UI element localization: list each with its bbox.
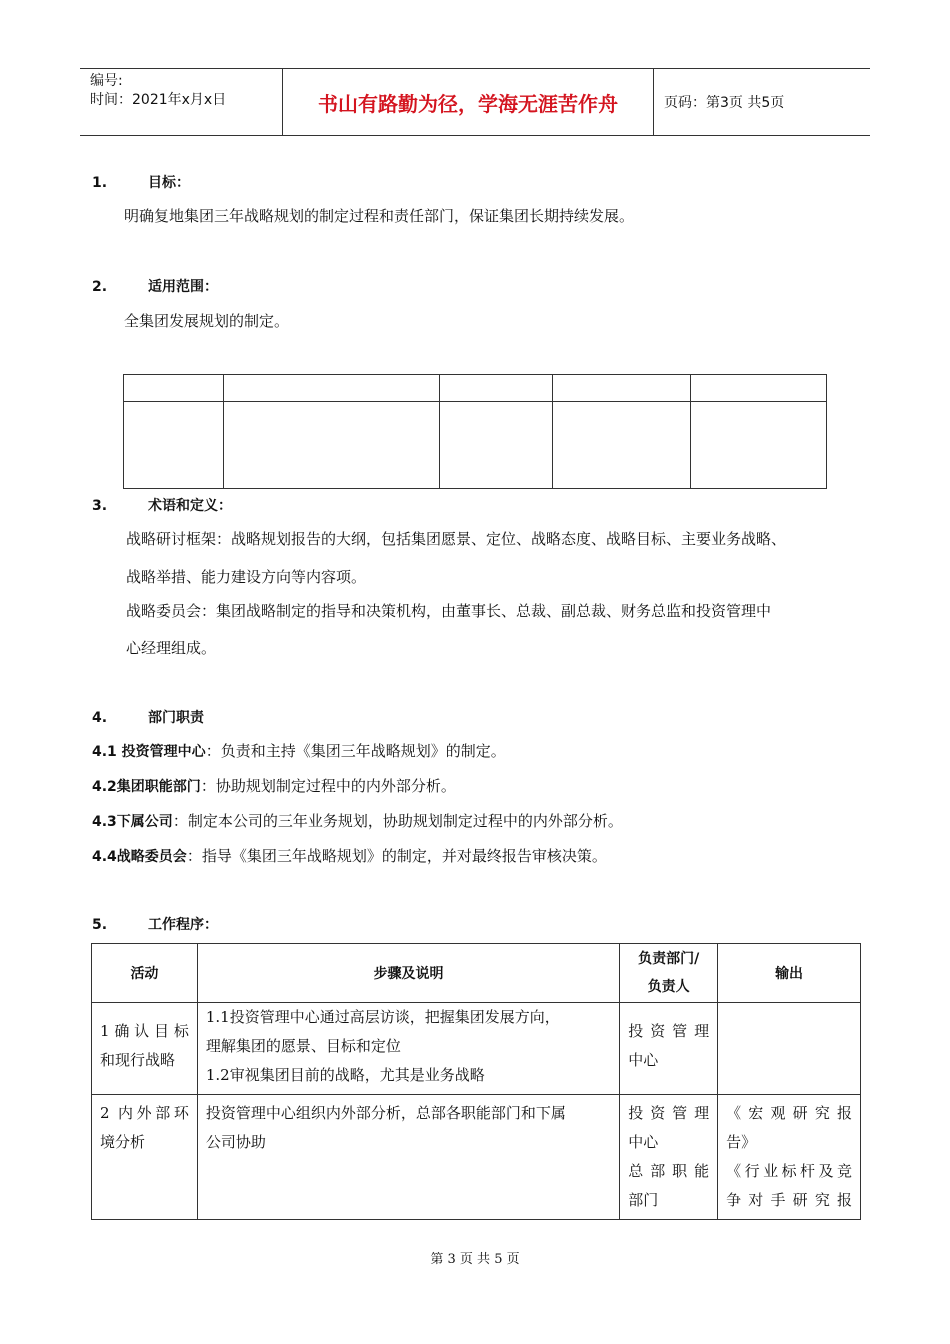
page-footer: 第 3 页 共 5 页 [430,1252,520,1267]
term-definition-line: 战略举措、能力建设方向等内容项。 [126,568,367,586]
section-1-heading [92,172,190,192]
activity-cell [92,1003,198,1095]
responsibility-text: ：制定本公司的三年业务规划，协助规划制定过程中的内外部分析。 [172,812,623,830]
table-cell [439,375,553,402]
section-2-text: 全集团发展规划的制定。 [124,312,290,330]
responsibility-label: 4.3下属公司 [92,814,173,830]
serial-label: 编号: [90,73,123,89]
header-page-label: 页码：第3页 共5页 [664,95,785,111]
table-row [92,1095,861,1220]
responsibility-item [92,775,456,796]
table-cell [691,375,827,402]
table-cell [553,402,691,489]
section-title: 目标： [148,175,190,191]
header-meta [80,69,282,135]
cell-line: 1 确 认 目 标 [100,1022,189,1040]
cell-line: 争 对 手 研 究 报 [726,1191,852,1209]
cell-line: 2 内外部环 [100,1104,189,1122]
table-cell [223,375,439,402]
cell-line: 《行业标杆及竞 [726,1162,852,1180]
cell-line: 和现行战略 [100,1051,176,1069]
table-cell [553,375,691,402]
col-header-dept-line: 负责部门/ [638,951,700,967]
term-definition-line: 战略委员会：集团战略制定的指导和决策机构，由董事长、总裁、副总裁、财务总监和投资管理中 [126,602,772,620]
section-4-heading [92,707,204,727]
table-cell [124,375,224,402]
table-cell [439,402,553,489]
cell-line: 投 资 管 理 [628,1022,710,1040]
empty-table [123,374,827,489]
section-1-text: 明确复地集团三年战略规划的制定过程和责任部门，保证集团长期持续发展。 [124,207,635,225]
cell-line: 总 部 职 能 [628,1162,710,1180]
responsibility-item [92,810,623,831]
table-cell [691,402,827,489]
col-header-dept-line: 负责人 [647,979,690,995]
col-header-steps: 步骤及说明 [197,944,619,1003]
output-cell [718,1003,861,1095]
cell-line: 告》 [726,1133,757,1151]
section-number: 3. [92,498,108,514]
responsibility-text: ：指导《集团三年战略规划》的制定，并对最终报告审核决策。 [186,847,607,865]
activity-cell [92,1095,198,1220]
responsibility-item [92,845,607,866]
dept-cell [620,1095,718,1220]
dept-cell [620,1003,718,1095]
section-title: 部门职责 [148,710,204,726]
section-2-heading [92,276,218,296]
section-5-heading [92,914,218,934]
responsibility-label: 4.1 投资管理中心 [92,744,206,760]
section-number: 1. [92,175,108,191]
cell-line: 部门 [628,1191,659,1209]
table-cell [223,402,439,489]
cell-line: 中心 [628,1051,659,1069]
col-header-activity: 活动 [92,944,198,1003]
section-number: 4. [92,710,108,726]
section-number: 2. [92,279,108,295]
col-header-output: 输出 [718,944,861,1003]
table-cell [124,402,224,489]
table-header-row [92,944,861,1003]
header-motto: 书山有路勤为径，学海无涯苦作舟 [282,69,654,135]
responsibility-label: 4.4战略委员会 [92,849,187,865]
term-definition-line: 心经理组成。 [126,639,217,657]
cell-line: 投 资 管 理 [628,1104,710,1122]
time-label: 时间：2021年x月x日 [90,92,227,108]
steps-cell [197,1095,619,1220]
section-title: 术语和定义： [148,498,232,514]
section-title: 工作程序： [148,917,218,933]
cell-line: 中心 [628,1133,659,1151]
cell-line: 境分析 [100,1133,146,1151]
output-cell [718,1095,861,1220]
cell-line: 投资管理中心组织内外部分析，总部各职能部门和下属 [205,1104,566,1122]
responsibility-label: 4.2集团职能部门 [92,779,201,795]
responsibility-text: ：负责和主持《集团三年战略规划》的制定。 [205,742,506,760]
cell-line: 1.2审视集团目前的战略，尤其是业务战略 [205,1066,485,1084]
col-header-dept [620,944,718,1003]
table-row [92,1003,861,1095]
section-3-heading [92,495,232,515]
page-header [80,68,870,136]
section-number: 5. [92,917,108,933]
cell-line: 理解集团的愿景、目标和定位 [205,1037,401,1055]
section-title: 适用范围： [148,279,218,295]
procedure-table [91,943,861,1220]
cell-line: 1.1投资管理中心通过高层访谈，把握集团发展方向， [205,1008,560,1026]
responsibility-text: ：协助规划制定过程中的内外部分析。 [200,777,456,795]
cell-line: 公司协助 [205,1133,266,1151]
steps-cell [197,1003,619,1095]
term-definition-line: 战略研讨框架：战略规划报告的大纲，包括集团愿景、定位、战略态度、战略目标、主要业务战略、 [126,530,787,548]
responsibility-item [92,740,506,761]
cell-line: 《 宏 观 研 究 报 [726,1104,852,1122]
